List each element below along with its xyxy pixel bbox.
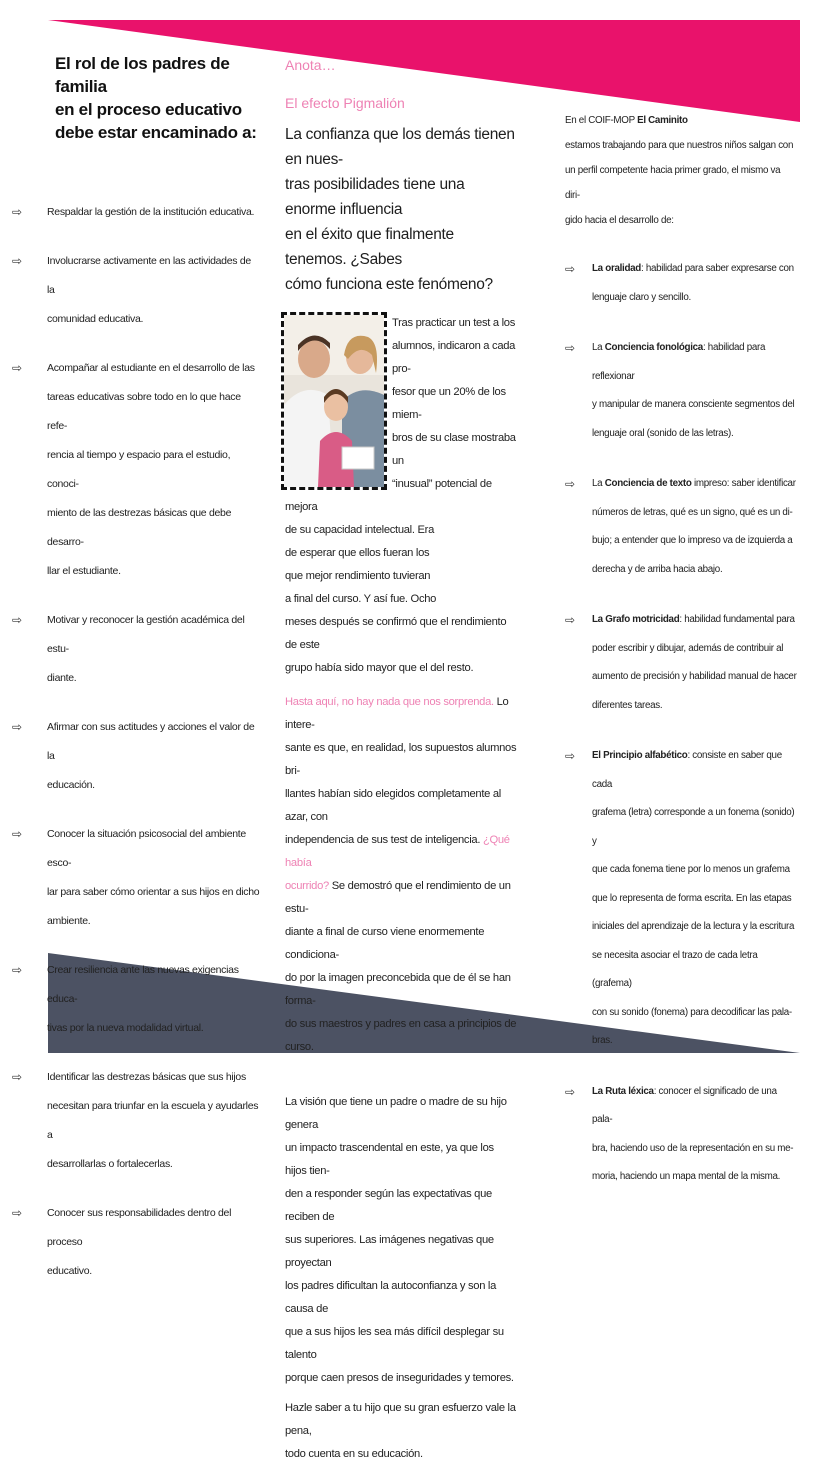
list-item: ⇨ La Ruta léxica: conocer el significado de una pala- bra, haciendo uso de la representación en su me- moria, haciendo un mapa mental de la misma. [565, 1078, 797, 1192]
notes-kicker: Anota… [285, 57, 336, 73]
arrow-right-icon: ⇨ [12, 963, 22, 977]
parents-role-list [0, 198, 270, 1286]
school-name: El Caminito [637, 115, 688, 126]
arrow-right-icon: ⇨ [565, 613, 575, 627]
arrow-right-icon: ⇨ [565, 341, 575, 355]
parents-role-column [0, 52, 270, 1306]
arrow-right-icon: ⇨ [12, 720, 22, 734]
pygmalion-paragraph-2: Hasta aquí, no hay nada que nos sorprenda. Lo intere- sante es que, en realidad, los supuestos alumnos bri- llantes habían sido elegidos completamente al azar, con independencia de sus test de inteligencia. ¿Qué había ocurrido? Se demostró que el rendimiento de un estu- diante a final de curso viene enormemente condiciona- do por la imagen preconcebida que de él se han forma- do sus maestros y padres en casa a principios de curso. [285, 696, 517, 1053]
list-item: ⇨ La Grafo motricidad: habilidad fundamental para poder escribir y dibujar, además de contribuir al aumento de precisión y habilidad manual de hacer diferentes tareas. [565, 606, 797, 720]
arrow-right-icon: ⇨ [565, 262, 575, 276]
arrow-right-icon: ⇨ [12, 361, 22, 375]
family-photo-illustration [284, 315, 384, 487]
section-heading: El efecto Pigmalión [285, 95, 405, 111]
list-item: ⇨ Acompañar al estudiante en el desarrollo de las tareas educativas sobre todo en lo que hace refe- rencia al tiempo y espacio para el estudio, conoci- miento de las destrezas básicas que debe desarro- llar el estudiante. [0, 354, 270, 586]
list-item: ⇨ Conocer la situación psicosocial del ambiente esco- lar para saber cómo orientar a sus hijos en dicho ambiente. [0, 820, 270, 936]
arrow-right-icon: ⇨ [12, 254, 22, 268]
pygmalion-paragraph-3: La visión que tiene un padre o madre de su hijo genera un impacto trascendental en este, ya que los hijos tien- den a responder según las expectativas que reciben de sus superiores. Las imágenes negativas que proyectan los padres dificultan la autoconfianza y son la causa de que a sus hijos les sea más difícil desplegar su talento porque caen presos de inseguridades y temores. [285, 1096, 514, 1384]
arrow-right-icon: ⇨ [12, 1070, 22, 1084]
list-item: ⇨ El Principio alfabético: consiste en saber que cada grafema (letra) corresponde a un fonema (sonido) y que cada fonema tiene por lo menos un grafema que lo representa de forma escrita. En las etapas iniciales del aprendizaje de la lectura y la escritura se necesita asociar el trazo de cada letra (grafema) con su sonido (fonema) para decodificar las pala- bras. [565, 742, 797, 1056]
list-item: ⇨ La Conciencia fonológica: habilidad para reflexionar y manipular de manera consciente segmentos del lenguaje oral (sonido de las letras). [565, 334, 797, 448]
parents-role-title: El rol de los padres de familia en el proceso educativo debe estar encaminado a: [55, 54, 257, 142]
program-intro: En el COIF-MOP El Caminito estamos trabajando para que nuestros niños salgan con un perfil competente hacia primer grado, el mismo va diri- gido hacia el desarrollo de: [565, 115, 794, 226]
list-item: ⇨ Crear resiliencia ante las nuevas exigencias educa- tivas por la nueva modalidad virtual. [0, 956, 270, 1043]
arrow-right-icon: ⇨ [565, 749, 575, 763]
pygmalion-column [285, 56, 517, 1477]
pygmalion-paragraph-1: Tras practicar un test a los alumnos, indicaron a cada pro- fesor que un 20% de los miem- bros de su clase mostraba un “inusual” potencial de mejora de su capacidad intelectual. Era de esperar que ellos fueran los que mejor rendimiento tuvieran a final del curso. Y así fue. Ocho meses después se confirmó que el rendimiento de este grupo había sido mayor que el del resto. [285, 317, 516, 674]
list-item: ⇨ La oralidad: habilidad para saber expresarse con lenguaje claro y sencillo. [565, 255, 797, 312]
list-item: ⇨ Afirmar con sus actitudes y acciones el valor de la educación. [0, 713, 270, 800]
arrow-right-icon: ⇨ [12, 205, 22, 219]
list-item: ⇨ Respaldar la gestión de la institución educativa. [0, 198, 270, 227]
pygmalion-paragraph-4: Hazle saber a tu hijo que su gran esfuerzo vale la pena, todo cuenta en su educación. [285, 1402, 516, 1460]
arrow-right-icon: ⇨ [565, 477, 575, 491]
arrow-right-icon: ⇨ [12, 827, 22, 841]
skills-list [565, 255, 797, 1192]
arrow-right-icon: ⇨ [12, 1206, 22, 1220]
intro-paragraph: La confianza que los demás tienen en nues- tras posibilidades tiene una enorme influencia en el éxito que finalmente tenemos. ¿Sabes cómo funciona este fenómeno? [285, 126, 515, 293]
arrow-right-icon: ⇨ [12, 613, 22, 627]
list-item: ⇨ Conocer sus responsabilidades dentro del proceso educativo. [0, 1199, 270, 1286]
school-program-column [565, 108, 797, 1214]
family-photo [281, 312, 387, 490]
list-item: ⇨ Involucrarse activamente en las actividades de la comunidad educativa. [0, 247, 270, 334]
list-item: ⇨ La Conciencia de texto impreso: saber identificar números de letras, qué es un signo, qué es un di- bujo; a entender que lo impreso va de izquierda a derecha y de arriba hacia abajo. [565, 470, 797, 584]
list-item: ⇨ Identificar las destrezas básicas que sus hijos necesitan para triunfar en la escuela y ayudarles a desarrollarlas o fortalecerlas. [0, 1063, 270, 1179]
list-item: ⇨ Motivar y reconocer la gestión académica del estu- diante. [0, 606, 270, 693]
arrow-right-icon: ⇨ [565, 1084, 575, 1099]
